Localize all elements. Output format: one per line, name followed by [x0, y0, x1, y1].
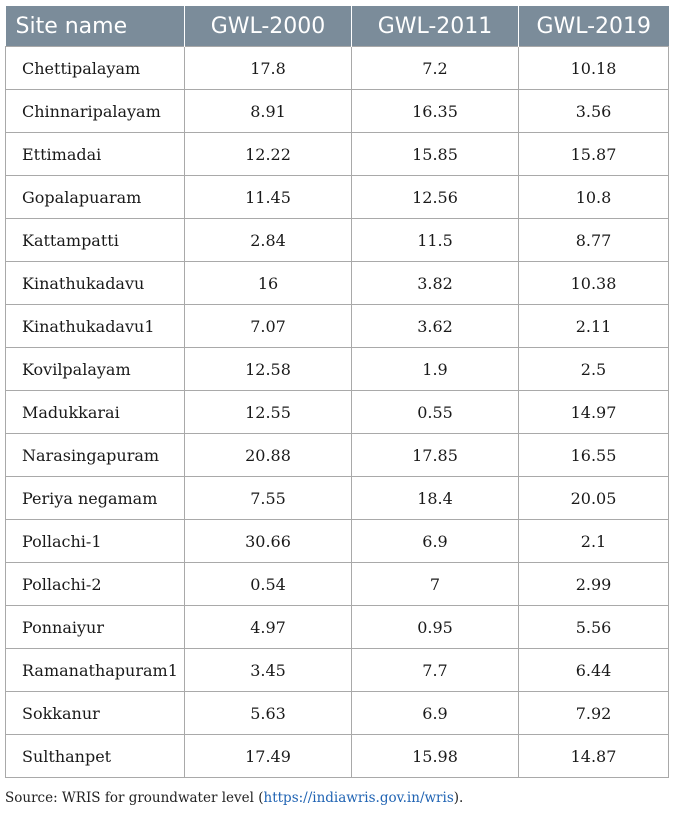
- cell-gwl-2019: 14.87: [519, 735, 669, 778]
- cell-gwl-2019: 10.38: [519, 262, 669, 305]
- cell-gwl-2000: 7.55: [185, 477, 352, 520]
- cell-gwl-2000: 0.54: [185, 563, 352, 606]
- table-body: [6, 47, 669, 778]
- cell-gwl-2011: 15.98: [352, 735, 519, 778]
- cell-gwl-2019: 20.05: [519, 477, 669, 520]
- cell-site-name: Periya negamam: [6, 477, 185, 520]
- table-row: [6, 391, 669, 434]
- cell-site-name: Kattampatti: [6, 219, 185, 262]
- cell-gwl-2000: 16: [185, 262, 352, 305]
- table-row: [6, 434, 669, 477]
- cell-site-name: Sokkanur: [6, 692, 185, 735]
- cell-gwl-2019: 2.1: [519, 520, 669, 563]
- header-site-name: Site name: [6, 6, 185, 47]
- table-row: [6, 563, 669, 606]
- cell-gwl-2019: 2.11: [519, 305, 669, 348]
- cell-site-name: Sulthanpet: [6, 735, 185, 778]
- source-suffix: ).: [453, 790, 464, 806]
- header-row: [6, 6, 669, 47]
- cell-gwl-2011: 0.95: [352, 606, 519, 649]
- table-row: [6, 477, 669, 520]
- cell-site-name: Madukkarai: [6, 391, 185, 434]
- cell-gwl-2000: 17.8: [185, 47, 352, 90]
- cell-gwl-2011: 1.9: [352, 348, 519, 391]
- source-note: [5, 790, 463, 806]
- table-row: [6, 520, 669, 563]
- table-row: [6, 219, 669, 262]
- cell-gwl-2000: 11.45: [185, 176, 352, 219]
- cell-gwl-2011: 3.82: [352, 262, 519, 305]
- table-row: [6, 262, 669, 305]
- table-row: [6, 90, 669, 133]
- cell-gwl-2011: 7.7: [352, 649, 519, 692]
- cell-gwl-2011: 7: [352, 563, 519, 606]
- table-header: [6, 6, 669, 47]
- cell-gwl-2019: 8.77: [519, 219, 669, 262]
- table-row: [6, 305, 669, 348]
- table-row: [6, 348, 669, 391]
- cell-site-name: Pollachi-2: [6, 563, 185, 606]
- cell-gwl-2019: 14.97: [519, 391, 669, 434]
- cell-gwl-2011: 15.85: [352, 133, 519, 176]
- cell-gwl-2019: 2.99: [519, 563, 669, 606]
- cell-gwl-2011: 7.2: [352, 47, 519, 90]
- cell-gwl-2011: 3.62: [352, 305, 519, 348]
- cell-gwl-2011: 16.35: [352, 90, 519, 133]
- table-row: [6, 692, 669, 735]
- cell-gwl-2000: 2.84: [185, 219, 352, 262]
- cell-gwl-2011: 6.9: [352, 520, 519, 563]
- cell-gwl-2019: 15.87: [519, 133, 669, 176]
- table-row: [6, 133, 669, 176]
- cell-gwl-2000: 7.07: [185, 305, 352, 348]
- cell-site-name: Chettipalayam: [6, 47, 185, 90]
- table-row: [6, 47, 669, 90]
- cell-gwl-2000: 3.45: [185, 649, 352, 692]
- cell-gwl-2019: 10.18: [519, 47, 669, 90]
- cell-gwl-2011: 17.85: [352, 434, 519, 477]
- header-gwl-2019: GWL-2019: [519, 6, 669, 47]
- table-row: [6, 176, 669, 219]
- cell-site-name: Kovilpalayam: [6, 348, 185, 391]
- cell-gwl-2011: 6.9: [352, 692, 519, 735]
- cell-site-name: Ramanathapuram1: [6, 649, 185, 692]
- cell-site-name: Kinathukadavu1: [6, 305, 185, 348]
- cell-gwl-2019: 5.56: [519, 606, 669, 649]
- table-row: [6, 649, 669, 692]
- cell-gwl-2019: 16.55: [519, 434, 669, 477]
- source-link[interactable]: https://indiawris.gov.in/wris: [263, 790, 454, 806]
- cell-gwl-2000: 8.91: [185, 90, 352, 133]
- header-gwl-2011: GWL-2011: [352, 6, 519, 47]
- cell-gwl-2000: 12.22: [185, 133, 352, 176]
- cell-gwl-2000: 20.88: [185, 434, 352, 477]
- cell-gwl-2019: 7.92: [519, 692, 669, 735]
- cell-site-name: Gopalapuaram: [6, 176, 185, 219]
- groundwater-level-table: [5, 6, 669, 778]
- cell-gwl-2000: 17.49: [185, 735, 352, 778]
- cell-site-name: Kinathukadavu: [6, 262, 185, 305]
- cell-gwl-2011: 11.5: [352, 219, 519, 262]
- cell-gwl-2019: 6.44: [519, 649, 669, 692]
- cell-gwl-2019: 3.56: [519, 90, 669, 133]
- cell-gwl-2019: 10.8: [519, 176, 669, 219]
- cell-gwl-2000: 12.58: [185, 348, 352, 391]
- cell-site-name: Pollachi-1: [6, 520, 185, 563]
- cell-site-name: Chinnaripalayam: [6, 90, 185, 133]
- header-gwl-2000: GWL-2000: [185, 6, 352, 47]
- cell-gwl-2000: 30.66: [185, 520, 352, 563]
- cell-gwl-2011: 0.55: [352, 391, 519, 434]
- cell-gwl-2000: 4.97: [185, 606, 352, 649]
- cell-site-name: Ponnaiyur: [6, 606, 185, 649]
- cell-gwl-2011: 12.56: [352, 176, 519, 219]
- source-prefix: Source: WRIS for groundwater level (: [5, 790, 264, 806]
- cell-gwl-2000: 5.63: [185, 692, 352, 735]
- table-row: [6, 606, 669, 649]
- cell-gwl-2000: 12.55: [185, 391, 352, 434]
- cell-gwl-2019: 2.5: [519, 348, 669, 391]
- groundwater-level-table-container: [5, 6, 668, 778]
- cell-site-name: Ettimadai: [6, 133, 185, 176]
- table-row: [6, 735, 669, 778]
- cell-gwl-2011: 18.4: [352, 477, 519, 520]
- cell-site-name: Narasingapuram: [6, 434, 185, 477]
